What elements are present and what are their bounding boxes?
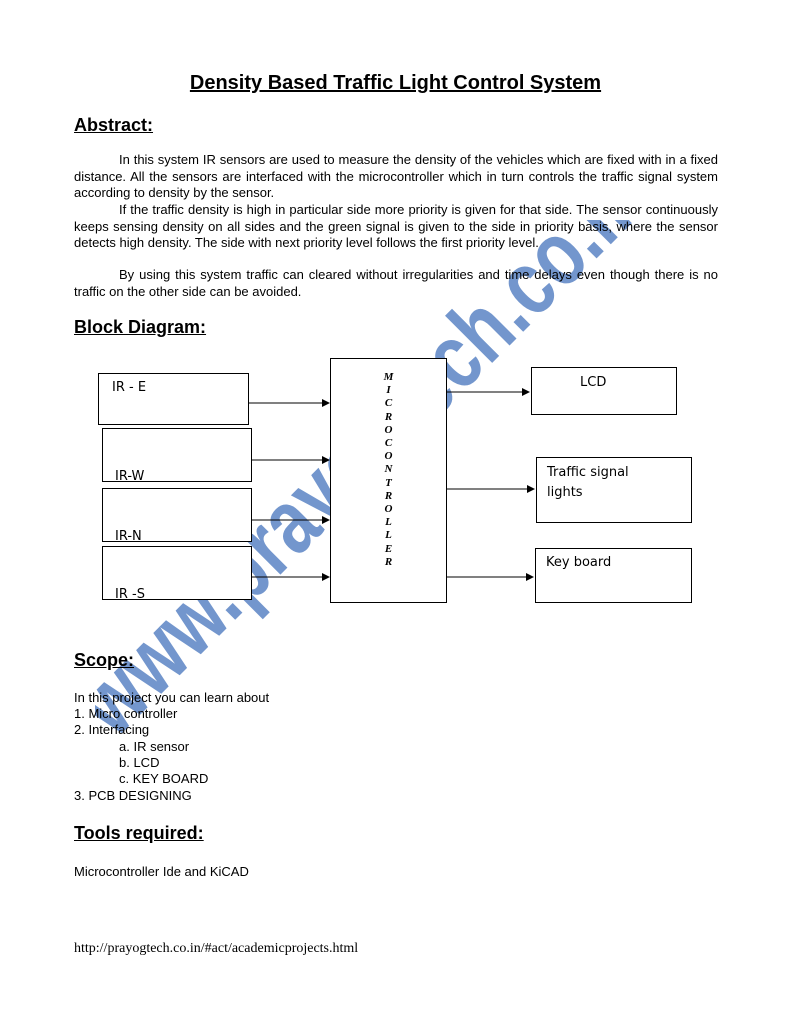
microcontroller-letter: N: [384, 463, 393, 476]
microcontroller-letter: I: [386, 384, 391, 397]
microcontroller-letter: R: [384, 489, 393, 502]
microcontroller-letter: L: [385, 529, 392, 542]
abstract-paragraph-2: If the traffic density is high in particular side more priority is given for that side. The sensor continuously keeps sensing density on all sides and the green signal is given to the side in priority basis, where the sensor detects high density. The side with next priority level follows the first priority level.: [74, 202, 718, 250]
microcontroller-letter: R: [384, 410, 393, 423]
output-label-traffic-lights: Traffic signal lights: [547, 465, 629, 500]
input-label-ir-e: IR - E: [112, 380, 147, 395]
input-label-ir-n: IR-N: [115, 529, 142, 542]
block-diagram: [90, 355, 700, 610]
abstract-paragraph-1: In this system IR sensors are used to measure the density of the vehicles which are fixed with in a fixed distance. All the sensors are interfaced with the microcontroller which in turn controls the traffic signal system according to density by the sensor.: [74, 152, 718, 200]
input-label-ir-s: IR -S: [115, 587, 145, 600]
input-label-ir-w: IR-W: [115, 469, 145, 482]
input-box-ir-s: [102, 546, 252, 600]
scope-item-3: 3. PCB DESIGNING: [74, 788, 192, 803]
output-label-lcd: LCD: [580, 375, 607, 390]
abstract-paragraph-3: By using this system traffic can cleared without irregularities and time delays even though there is no traffic on the other side can be avoided.: [74, 267, 718, 299]
tools-text: Microcontroller Ide and KiCAD: [74, 864, 249, 879]
tools-heading: Tools required:: [74, 823, 204, 843]
scope-heading: Scope:: [74, 650, 135, 670]
output-box-keyboard: [535, 548, 692, 603]
microcontroller-letter: C: [384, 397, 393, 410]
block-diagram-heading: Block Diagram:: [74, 317, 207, 337]
microcontroller-letter: R: [384, 555, 393, 568]
output-box-lcd: [531, 367, 677, 415]
microcontroller-letter: O: [384, 503, 393, 516]
microcontroller-label: [331, 371, 446, 569]
input-box-ir-n: [102, 488, 252, 542]
microcontroller-letter: C: [384, 437, 393, 450]
output-label-keyboard: Key board: [546, 555, 612, 570]
microcontroller-letter: M: [383, 371, 394, 383]
input-box-ir-w: [102, 428, 252, 482]
microcontroller-letter: L: [385, 516, 392, 529]
scope-item-2: 2. Interfacing: [74, 722, 150, 737]
input-box-ir-e: [98, 373, 249, 425]
microcontroller-letter: T: [385, 476, 392, 489]
footer-url[interactable]: http://prayogtech.co.in/#act/academicprojects.html: [74, 941, 359, 956]
scope-subitem-a: a. IR sensor: [119, 739, 190, 754]
abstract-heading: Abstract:: [74, 115, 154, 135]
microcontroller-letter: E: [384, 542, 393, 555]
microcontroller-letter: O: [384, 423, 393, 436]
microcontroller-box: [330, 358, 447, 603]
microcontroller-letter: O: [384, 450, 393, 463]
output-box-traffic-lights: [536, 457, 692, 523]
scope-item-1: 1. Micro controller: [74, 706, 178, 721]
scope-subitem-c: c. KEY BOARD: [119, 771, 209, 786]
scope-subitem-b: b. LCD: [119, 755, 160, 770]
scope-intro: In this project you can learn about: [74, 690, 270, 705]
document-title: Density Based Traffic Light Control System: [189, 72, 602, 94]
